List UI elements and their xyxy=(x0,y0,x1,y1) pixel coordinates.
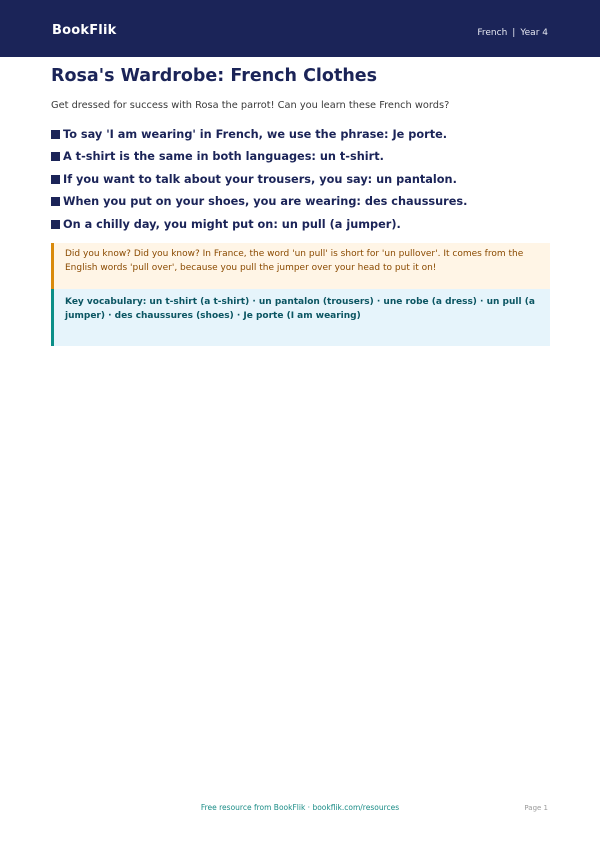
fact-text: When you put on your shoes, you are wearing: des chaussures. xyxy=(63,195,468,209)
square-bullet-icon xyxy=(51,220,60,229)
footer-link[interactable]: Free resource from BookFlik · bookflik.com/resources xyxy=(200,803,400,812)
fact-text: If you want to talk about your trousers, you say: un pantalon. xyxy=(63,172,457,186)
meta-separator: | xyxy=(512,28,516,38)
square-bullet-icon xyxy=(51,130,60,139)
page-number: Page 1 xyxy=(524,804,548,812)
page-title: Rosa's Wardrobe: French Clothes xyxy=(51,66,378,86)
header-bar xyxy=(0,0,600,57)
list-item xyxy=(51,191,551,214)
square-bullet-icon xyxy=(51,152,60,161)
square-bullet-icon xyxy=(51,197,60,206)
list-item xyxy=(51,146,551,169)
intro-text: Get dressed for success with Rosa the parrot! Can you learn these French words? xyxy=(51,100,450,111)
header-meta xyxy=(477,28,548,38)
fact-text: On a chilly day, you might put on: un pull (a jumper). xyxy=(63,217,401,231)
list-item xyxy=(51,123,551,146)
fact-text: To say 'I am wearing' in French, we use the phrase: Je porte. xyxy=(63,127,448,141)
year-label: Year 4 xyxy=(520,28,548,38)
fact-text: A t-shirt is the same in both languages: un t-shirt. xyxy=(63,150,384,164)
did-you-know-callout: Did you know? Did you know? In France, the word 'un pull' is short for 'un pullover'. It comes from the English words 'pull over', because you pull the jumper over your head to put it on! xyxy=(51,243,550,293)
key-vocabulary-box: Key vocabulary: un t-shirt (a t-shirt) · un pantalon (trousers) · une robe (a dress) · un pull (a jumper) · des chaussures (shoes) · Je porte (I am wearing) xyxy=(51,289,550,346)
square-bullet-icon xyxy=(51,175,60,184)
facts-list xyxy=(51,123,551,236)
list-item xyxy=(51,168,551,191)
list-item xyxy=(51,213,551,236)
subject-label: French xyxy=(477,28,508,38)
brand-logo-text[interactable]: BookFlik xyxy=(52,23,117,38)
